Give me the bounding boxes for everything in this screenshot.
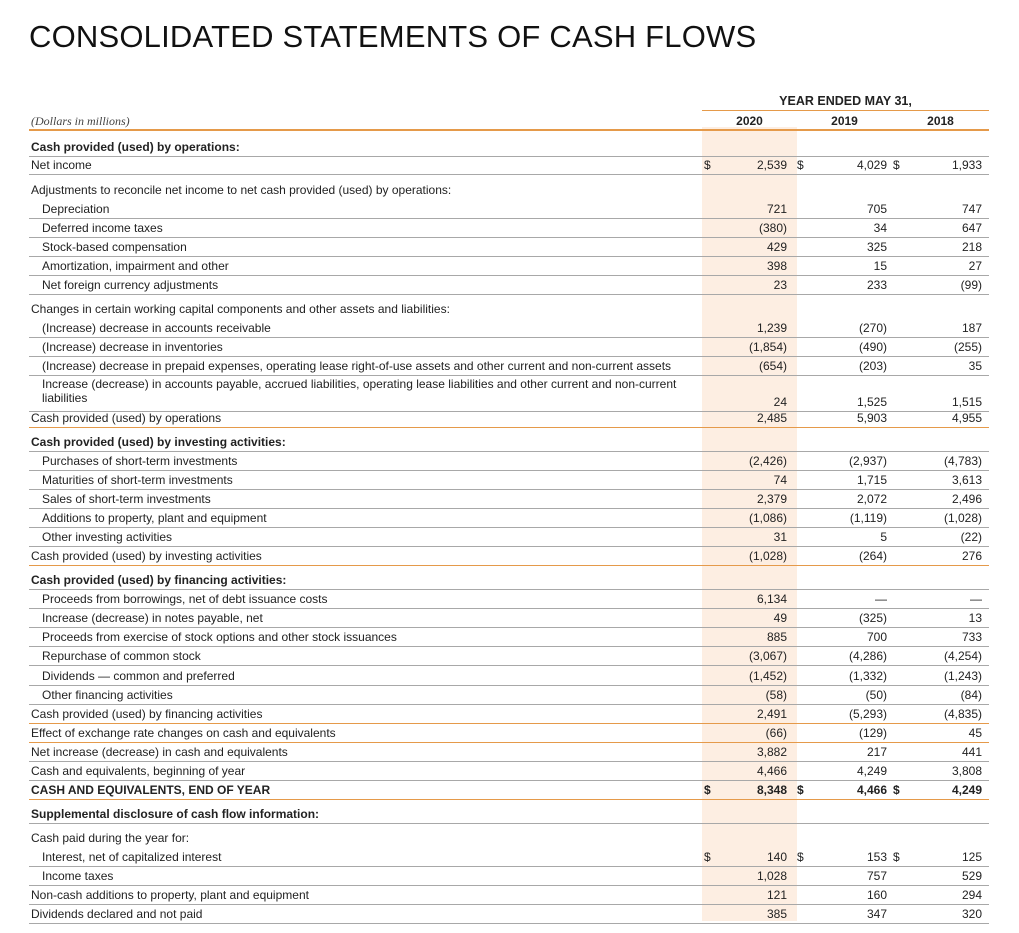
currency-symbol: $ [797,158,804,172]
value-2018: 320 [961,907,982,921]
row-label: Proceeds from exercise of stock options and other stock issuances [42,630,397,644]
value-2018: (99) [960,278,982,292]
table-row [29,199,989,219]
row-label: Changes in certain working capital components and other assets and liabilities: [31,302,450,316]
value-2019: 757 [866,869,887,883]
section-header-row [29,137,989,157]
table-row [29,155,989,175]
year-2019-header: 2019 [831,114,858,128]
row-label: Cash provided (used) by financing activities [31,707,263,721]
value-2019: 233 [866,278,887,292]
row-label: Dividends declared and not paid [31,907,203,921]
table-row [29,761,989,781]
table-row [29,904,989,924]
currency-symbol: $ [704,783,711,797]
row-label: Other investing activities [42,530,173,544]
table-row [29,589,989,609]
value-2019: (1,119) [849,511,887,525]
value-2019: 325 [866,240,887,254]
table-row [29,408,989,428]
value-2019: (1,332) [848,669,887,683]
value-2018: 276 [961,549,982,563]
header-rule [29,129,989,131]
value-2018: (255) [953,340,982,354]
row-label: CASH AND EQUIVALENTS, END OF YEAR [31,783,271,797]
row-label: Increase (decrease) in notes payable, net [42,611,263,625]
row-label: Depreciation [42,202,110,216]
row-label: (Increase) decrease in accounts receivable [42,321,271,335]
value-2020: (58) [765,688,787,702]
value-2019: 347 [866,907,887,921]
page-title: CONSOLIDATED STATEMENTS OF CASH FLOWS [29,19,757,54]
value-2019: 4,249 [856,764,887,778]
value-2020: 140 [766,850,787,864]
row-label: Dividends — common and preferred [42,669,235,683]
value-2020: 1,028 [756,869,787,883]
value-2020: (1,452) [748,669,787,683]
table-row [29,847,989,867]
value-2019: 160 [866,888,887,902]
value-2019: 5 [880,530,887,544]
table-row [29,666,989,686]
table-row [29,646,989,666]
value-2020: 3,882 [756,745,787,759]
row-label: Increase (decrease) in accounts payable, accrued liabilities, operating lease liabilities and other current and non-current liabilities [42,377,677,405]
value-2018: 747 [961,202,982,216]
value-2018: 441 [961,745,982,759]
value-2020: (1,086) [748,511,787,525]
value-2019: 34 [873,221,887,235]
value-2018: (4,783) [943,454,982,468]
value-2020: 1,239 [756,321,787,335]
row-label: Amortization, impairment and other [42,259,229,273]
table-row [29,256,989,276]
table-row [29,704,989,724]
value-2018: 45 [968,726,982,740]
row-label: Cash paid during the year for: [31,831,190,845]
value-2019: 5,903 [856,411,887,425]
value-2019: 700 [866,630,887,644]
row-label: Net foreign currency adjustments [42,278,219,292]
value-2019: (490) [858,340,887,354]
currency-symbol: $ [893,850,900,864]
row-label: (Increase) decrease in prepaid expenses, operating lease right-of-use assets and other current and non-current assets [42,359,672,373]
value-2019: (129) [858,726,887,740]
table-row [29,527,989,547]
year-2020-header: 2020 [736,114,763,128]
table-row [29,866,989,886]
row-label: Sales of short-term investments [42,492,211,506]
value-2018: (4,835) [943,707,982,721]
table-row [29,470,989,490]
value-2019: 217 [866,745,887,759]
value-2020: 6,134 [756,592,787,606]
value-2020: 2,539 [756,158,787,172]
row-label: Adjustments to reconcile net income to net cash provided (used) by operations: [31,183,452,197]
value-2020: 4,466 [756,764,787,778]
table-row [29,299,989,318]
table-row [29,685,989,705]
value-2018: 733 [961,630,982,644]
table-row [29,180,989,199]
value-2018: 4,955 [951,411,982,425]
table-row [29,723,989,743]
row-label: Effect of exchange rate changes on cash and equivalents [31,726,336,740]
row-label: Supplemental disclosure of cash flow information: [31,807,320,821]
value-2020: 23 [773,278,787,292]
row-label: Non-cash additions to property, plant and equipment [31,888,309,902]
row-label: Purchases of short-term investments [42,454,238,468]
value-2018: 27 [968,259,982,273]
period-header: YEAR ENDED MAY 31, [779,94,912,108]
value-2018: 647 [961,221,982,235]
currency-symbol: $ [893,783,900,797]
value-2020: (1,854) [748,340,787,354]
value-2018: 3,613 [951,473,982,487]
value-2020: (3,067) [748,649,787,663]
value-2018: 4,249 [951,783,982,797]
value-2019: 1,715 [856,473,887,487]
value-2019: (325) [858,611,887,625]
value-2020: 721 [766,202,787,216]
section-header-row [29,432,989,452]
value-2019: 15 [873,259,887,273]
value-2020: 385 [766,907,787,921]
value-2018: (22) [960,530,982,544]
year-2018-header: 2018 [927,114,954,128]
value-2019: 4,466 [856,783,887,797]
value-2019: (264) [858,549,887,563]
value-2020: 8,348 [756,783,787,797]
value-2020: 31 [773,530,787,544]
row-label: Cash provided (used) by operations [31,411,222,425]
section-header-row [29,804,989,824]
row-label: Other financing activities [42,688,173,702]
units-label: (Dollars in millions) [31,114,130,128]
value-2020: 74 [773,473,787,487]
section-header-row [29,570,989,590]
row-label: Additions to property, plant and equipment [42,511,267,525]
value-2020: (66) [765,726,787,740]
value-2020: (2,426) [748,454,787,468]
table-row [29,337,989,357]
value-2019: 4,029 [856,158,887,172]
value-2019: 705 [866,202,887,216]
value-2018: 294 [961,888,982,902]
table-row [29,828,989,847]
table-row [29,627,989,647]
row-label: Maturities of short-term investments [42,473,233,487]
row-label: Deferred income taxes [42,221,163,235]
value-2020: 2,491 [756,707,787,721]
value-2018: (4,254) [943,649,982,663]
value-2019: (2,937) [848,454,887,468]
row-label: Net income [31,158,92,172]
value-2018: 13 [968,611,982,625]
value-2018: (1,028) [943,511,982,525]
value-2018: 35 [968,359,982,373]
row-label: Repurchase of common stock [42,649,201,663]
value-2020: 2,485 [756,411,787,425]
table-row [29,356,989,376]
row-label: Proceeds from borrowings, net of debt issuance costs [42,592,328,606]
value-2019: (270) [858,321,887,335]
value-2019: (203) [858,359,887,373]
value-2018: 529 [961,869,982,883]
row-label: Net increase (decrease) in cash and equivalents [31,745,288,759]
table-row [29,489,989,509]
value-2018: 2,496 [951,492,982,506]
value-2018: (84) [960,688,982,702]
value-2019: 1,525 [856,395,887,409]
table-row [29,375,989,412]
table-row [29,508,989,528]
value-2019: — [875,592,887,606]
table-row [29,780,989,800]
row-label: Cash provided (used) by investing activities [31,549,262,563]
period-header-rule [702,110,989,111]
table-row [29,608,989,628]
table-row [29,218,989,238]
value-2019: (4,286) [848,649,887,663]
value-2018: — [970,592,982,606]
row-label: Cash provided (used) by investing activities: [31,435,286,449]
value-2019: 153 [866,850,887,864]
table-row [29,546,989,566]
value-2020: (654) [758,359,787,373]
currency-symbol: $ [797,783,804,797]
value-2018: (1,243) [943,669,982,683]
value-2018: 1,933 [951,158,982,172]
value-2020: 49 [773,611,787,625]
row-label: Interest, net of capitalized interest [42,850,222,864]
value-2018: 125 [961,850,982,864]
currency-symbol: $ [704,850,711,864]
value-2020: (1,028) [748,549,787,563]
value-2018: 218 [961,240,982,254]
table-row [29,885,989,905]
value-2020: 398 [766,259,787,273]
value-2020: 121 [766,888,787,902]
value-2020: 24 [773,395,787,409]
currency-symbol: $ [704,158,711,172]
row-label: (Increase) decrease in inventories [42,340,223,354]
row-label: Cash provided (used) by operations: [31,140,240,154]
row-label: Stock-based compensation [42,240,187,254]
value-2018: 187 [961,321,982,335]
row-label: Cash provided (used) by financing activities: [31,573,287,587]
value-2018: 1,515 [951,395,982,409]
value-2019: 2,072 [856,492,887,506]
table-row [29,451,989,471]
currency-symbol: $ [893,158,900,172]
table-row [29,275,989,295]
table-row [29,237,989,257]
value-2020: 429 [766,240,787,254]
value-2018: 3,808 [951,764,982,778]
table-row [29,742,989,762]
row-label: Income taxes [42,869,114,883]
currency-symbol: $ [797,850,804,864]
value-2020: (380) [758,221,787,235]
table-row [29,318,989,338]
value-2019: (50) [865,688,887,702]
row-label: Cash and equivalents, beginning of year [31,764,246,778]
value-2019: (5,293) [848,707,887,721]
value-2020: 2,379 [756,492,787,506]
value-2020: 885 [766,630,787,644]
